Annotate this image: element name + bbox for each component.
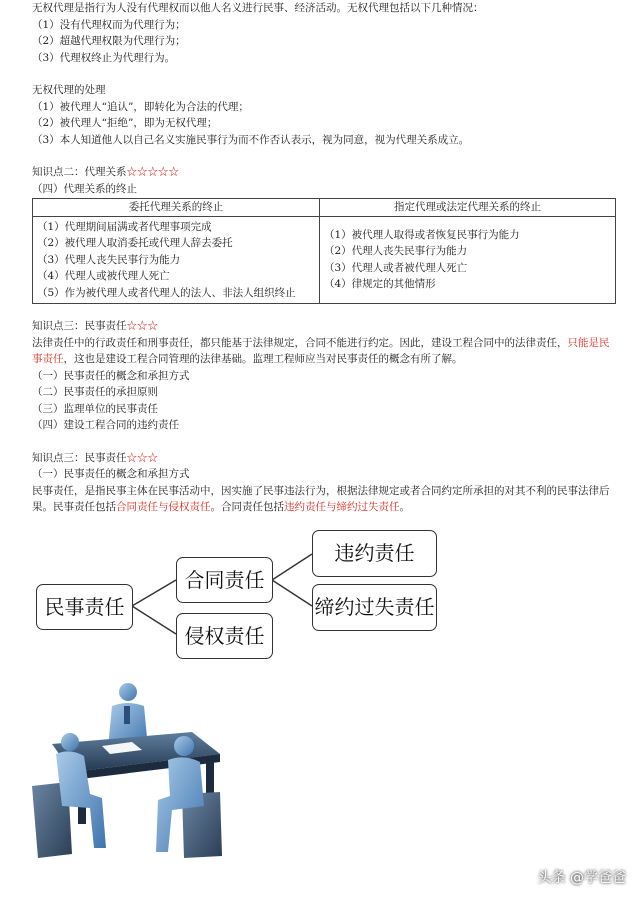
paragraph-text: 。 (399, 501, 410, 513)
document-page (32, 0, 616, 516)
liability-diagram (32, 530, 452, 665)
connector-line (132, 606, 176, 634)
box-precontract-liability: 缔约过失责任 (312, 584, 437, 631)
section5-title: 知识点三：民事责任 (32, 451, 127, 464)
meeting-figures-image (32, 676, 224, 866)
agency-termination-table (32, 198, 616, 304)
section4-item: （三）监理单位的民事责任 (32, 402, 158, 415)
paragraph-text: 民事责任，是指民事主体在民事活动中，因实施了民事违法行为，根据法律规定或者合同约定所承担的对其不利的民事法律后果。民事责任包括 (32, 484, 610, 513)
box-tort-liability: 侵权责任 (176, 613, 273, 659)
table-line: （2）代理人丧失民事行为能力 (324, 245, 468, 258)
paragraph-text: 。合同责任包括 (210, 501, 284, 513)
rating-stars: ☆☆☆☆☆ (126, 166, 179, 178)
connector-line (272, 554, 312, 580)
paragraph-text: 法律责任中的行政责任和刑事责任，都只能基于法律规定，合同不能进行约定。因此，建设工程合同中的法律责任， (32, 336, 568, 349)
section3-title: 知识点二：代理关系 (32, 166, 127, 178)
table-line: （1）代理期间届满或者代理事项完成 (37, 220, 212, 233)
box-breach-liability: 违约责任 (312, 530, 437, 577)
section2-item: （1）被代理人“追认”，即转化为合法的代理； (32, 100, 249, 113)
connector-line (272, 580, 312, 606)
box-contract-liability: 合同责任 (176, 557, 273, 603)
table-line: （4）代理人或被代理人死亡 (37, 270, 170, 282)
box-civil-liability: 民事责任 (36, 584, 133, 630)
section1-item: （2）超越代理权限为代理行为； (32, 35, 186, 47)
highlight-text: 违约责任与缔约过失责任 (284, 501, 400, 513)
section3-heading (32, 164, 616, 181)
table-line: （1）被代理人取得或者恢复民事行为能力 (324, 228, 520, 241)
table-line: （5）作为被代理人或者代理人的法人、非法人组织终止 (37, 286, 296, 299)
table-cell-statutory (320, 216, 616, 304)
section1-item: （1）没有代理权而为代理行为； (32, 18, 186, 31)
section5-heading (32, 450, 616, 467)
section4-title: 知识点三：民事责任 (32, 320, 127, 332)
table-header-entrusted: 委托代理关系的终止 (33, 199, 320, 217)
section1-item: （3）代理权终止为代理行为。 (32, 51, 176, 64)
table-line: （2）被代理人取消委托或代理人辞去委托 (37, 237, 233, 249)
table-line: （3）代理人丧失民事行为能力 (37, 253, 181, 266)
table-cell-entrusted (33, 216, 320, 304)
table-line: （3）代理人或者被代理人死亡 (324, 261, 468, 274)
section4-item: （二）民事责任的承担原则 (32, 386, 158, 398)
table-header-statutory: 指定代理或法定代理关系的终止 (320, 199, 616, 217)
paragraph-text: ，这也是建设工程合同管理的法律基础。监理工程师应当对民事责任的概念有所了解。 (63, 353, 463, 365)
section4-paragraph (32, 335, 616, 368)
section4-heading (32, 318, 616, 335)
connector-line (132, 580, 176, 606)
section4-item: （四）建设工程合同的违约责任 (32, 419, 179, 431)
section2-item: （3）本人知道他人以自己名义实施民事行为而不作否认表示，视为同意，视为代理关系成立。 (32, 133, 470, 146)
section1-intro: 无权代理是指行为人没有代理权而以他人名义进行民事、经济活动。无权代理包括以下几种情况： (32, 2, 484, 14)
section2-item: （2）被代理人“拒绝”，即为无权代理； (32, 117, 218, 129)
section2-title: 无权代理的处理 (32, 84, 106, 96)
rating-stars: ☆☆☆ (126, 320, 158, 332)
watermark: 头条 @学爸爸 (537, 870, 626, 886)
section3-subtitle: （四）代理关系的终止 (32, 182, 137, 195)
section5-paragraph (32, 483, 616, 516)
table-line: （4）律规定的其他情形 (324, 278, 436, 291)
highlight-text: 合同责任与侵权责任 (116, 501, 211, 513)
rating-stars: ☆☆☆ (126, 451, 158, 464)
meeting-illustration (32, 676, 224, 866)
highlight-text: 只能是民事责任 (32, 336, 610, 365)
section4-item: （一）民事责任的概念和承担方式 (32, 369, 190, 382)
section5-subtitle: （一）民事责任的概念和承担方式 (32, 468, 190, 480)
